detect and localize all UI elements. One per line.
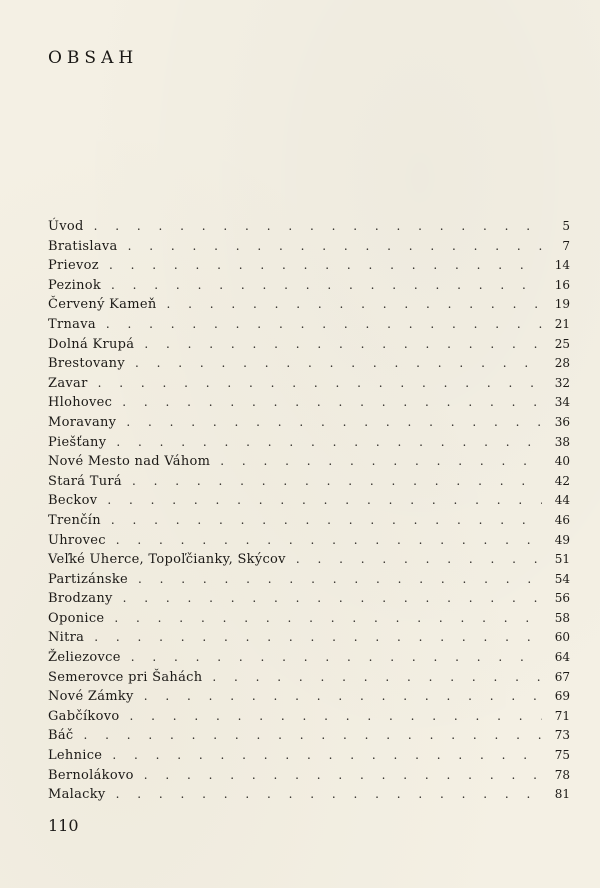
dot-leader xyxy=(94,628,542,648)
toc-entry-page: 21 xyxy=(554,316,570,331)
toc-entry xyxy=(48,393,570,413)
toc-entry-title: Oponice xyxy=(48,610,105,626)
toc-entry xyxy=(48,472,570,492)
toc-entry-page: 44 xyxy=(554,493,570,508)
dot-leader xyxy=(98,374,542,394)
toc-entry-page: 51 xyxy=(554,552,570,567)
toc-entry-title: Gabčíkovo xyxy=(48,708,120,724)
toc-entry-page: 64 xyxy=(554,650,570,665)
dot-leader xyxy=(167,295,543,315)
dot-leader xyxy=(135,354,542,374)
toc-entry xyxy=(48,550,570,570)
toc-entry-title: Brestovany xyxy=(48,356,125,372)
toc-entry-page: 60 xyxy=(554,630,570,645)
dot-leader xyxy=(144,687,542,707)
toc-entry-page: 69 xyxy=(554,689,570,704)
toc-entry-page: 78 xyxy=(554,767,570,782)
dot-leader xyxy=(106,315,542,335)
toc-entry xyxy=(48,609,570,629)
toc-entry-title: Červený Kameň xyxy=(48,297,157,313)
toc-entry-page: 25 xyxy=(554,336,570,351)
toc-entry-title: Nitra xyxy=(48,630,85,646)
toc-entry xyxy=(48,531,570,551)
toc-entry xyxy=(48,433,570,453)
dot-leader xyxy=(111,511,542,531)
dot-leader xyxy=(129,707,542,727)
toc-entry-title: Piešťany xyxy=(48,434,107,450)
toc-entry-page: 7 xyxy=(562,238,570,253)
toc-entry-page: 75 xyxy=(554,748,570,763)
toc-entry-title: Úvod xyxy=(48,219,84,234)
toc-entry-page: 71 xyxy=(554,708,570,723)
toc-entry-page: 42 xyxy=(554,473,570,488)
toc-entry-page: 34 xyxy=(554,395,570,410)
toc-entry-page: 5 xyxy=(562,219,570,233)
dot-leader xyxy=(144,766,542,786)
toc-entry xyxy=(48,570,570,590)
dot-leader xyxy=(111,276,542,296)
dot-leader xyxy=(220,452,542,472)
dot-leader xyxy=(126,413,542,433)
toc-entry-title: Nové Mesto nad Váhom xyxy=(48,454,211,470)
toc-entry xyxy=(48,746,570,766)
toc-entry xyxy=(48,511,570,531)
toc-entry xyxy=(48,237,570,257)
dot-leader xyxy=(138,570,542,590)
toc-entry-title: Báč xyxy=(48,728,74,744)
toc-entry-title: Beckov xyxy=(48,493,98,509)
toc-entry-title: Bernolákovo xyxy=(48,767,134,783)
dot-leader xyxy=(114,609,542,629)
toc-entry xyxy=(48,295,570,315)
toc-entry-title: Želiezovce xyxy=(48,650,121,666)
toc-entry xyxy=(48,354,570,374)
toc-entry xyxy=(48,628,570,648)
toc-entry-title: Partizánske xyxy=(48,571,129,587)
toc-entry-title: Dolná Krupá xyxy=(48,336,135,352)
dot-leader xyxy=(112,746,542,766)
toc-entry-page: 67 xyxy=(554,669,570,684)
toc-entry-title: Veľké Uherce, Topoľčianky, Skýcov xyxy=(48,552,286,568)
toc-entry-title: Zavar xyxy=(48,375,88,391)
toc-entry-page: 16 xyxy=(554,277,570,292)
dot-leader xyxy=(144,335,542,355)
dot-leader xyxy=(107,491,542,511)
toc-entry-title: Prievoz xyxy=(48,258,99,274)
toc-entry-page: 73 xyxy=(554,728,570,743)
page-number: 110 xyxy=(48,816,79,835)
toc-entry xyxy=(48,707,570,727)
toc-entry-page: 28 xyxy=(554,356,570,371)
toc-entry-page: 32 xyxy=(554,375,570,390)
toc-entry-title: Trnava xyxy=(48,316,96,332)
toc-entry-page: 81 xyxy=(554,787,570,802)
toc-entry-page: 58 xyxy=(554,610,570,625)
toc-entry-title: Semerovce pri Šahách xyxy=(48,669,203,685)
toc-entry-title: Malacky xyxy=(48,787,106,803)
toc-entry xyxy=(48,452,570,472)
toc-entry-title: Hlohovec xyxy=(48,395,113,411)
toc-entry-title: Pezinok xyxy=(48,277,102,293)
toc-entry-page: 49 xyxy=(554,532,570,547)
toc-entry xyxy=(48,335,570,355)
toc-entry xyxy=(48,491,570,511)
dot-leader xyxy=(84,726,543,746)
table-of-contents xyxy=(48,217,570,805)
dot-leader xyxy=(116,433,542,453)
toc-entry xyxy=(48,276,570,296)
toc-entry xyxy=(48,217,570,237)
toc-entry xyxy=(48,726,570,746)
toc-entry-page: 46 xyxy=(554,512,570,527)
toc-entry-page: 19 xyxy=(554,297,570,312)
toc-entry-title: Bratislava xyxy=(48,238,118,254)
toc-entry xyxy=(48,766,570,786)
toc-entry xyxy=(48,668,570,688)
toc-entry-page: 36 xyxy=(554,414,570,429)
toc-entry-title: Lehnice xyxy=(48,748,103,764)
toc-entry-title: Trenčín xyxy=(48,512,101,528)
toc-entry-title: Nové Zámky xyxy=(48,689,134,705)
toc-entry-title: Brodzany xyxy=(48,591,113,607)
toc-entry xyxy=(48,785,570,805)
toc-entry-title: Moravany xyxy=(48,414,117,430)
dot-leader xyxy=(94,217,542,237)
dot-leader xyxy=(131,648,542,668)
toc-entry-title: Stará Turá xyxy=(48,473,122,489)
dot-leader xyxy=(109,256,542,276)
page-title: OBSAH xyxy=(48,48,139,68)
dot-leader xyxy=(212,668,542,688)
toc-entry-page: 14 xyxy=(554,258,570,273)
toc-entry xyxy=(48,374,570,394)
toc-entry-page: 54 xyxy=(554,571,570,586)
dot-leader xyxy=(116,785,542,805)
toc-entry-page: 40 xyxy=(554,454,570,469)
dot-leader xyxy=(116,531,542,551)
toc-entry xyxy=(48,648,570,668)
toc-entry xyxy=(48,687,570,707)
dot-leader xyxy=(296,550,542,570)
toc-entry xyxy=(48,256,570,276)
toc-entry xyxy=(48,413,570,433)
dot-leader xyxy=(123,589,542,609)
toc-entry xyxy=(48,589,570,609)
dot-leader xyxy=(128,237,542,257)
toc-entry-page: 38 xyxy=(554,434,570,449)
toc-entry-page: 56 xyxy=(554,591,570,606)
toc-entry xyxy=(48,315,570,335)
dot-leader xyxy=(122,393,542,413)
toc-entry-title: Uhrovec xyxy=(48,532,106,548)
dot-leader xyxy=(132,472,542,492)
